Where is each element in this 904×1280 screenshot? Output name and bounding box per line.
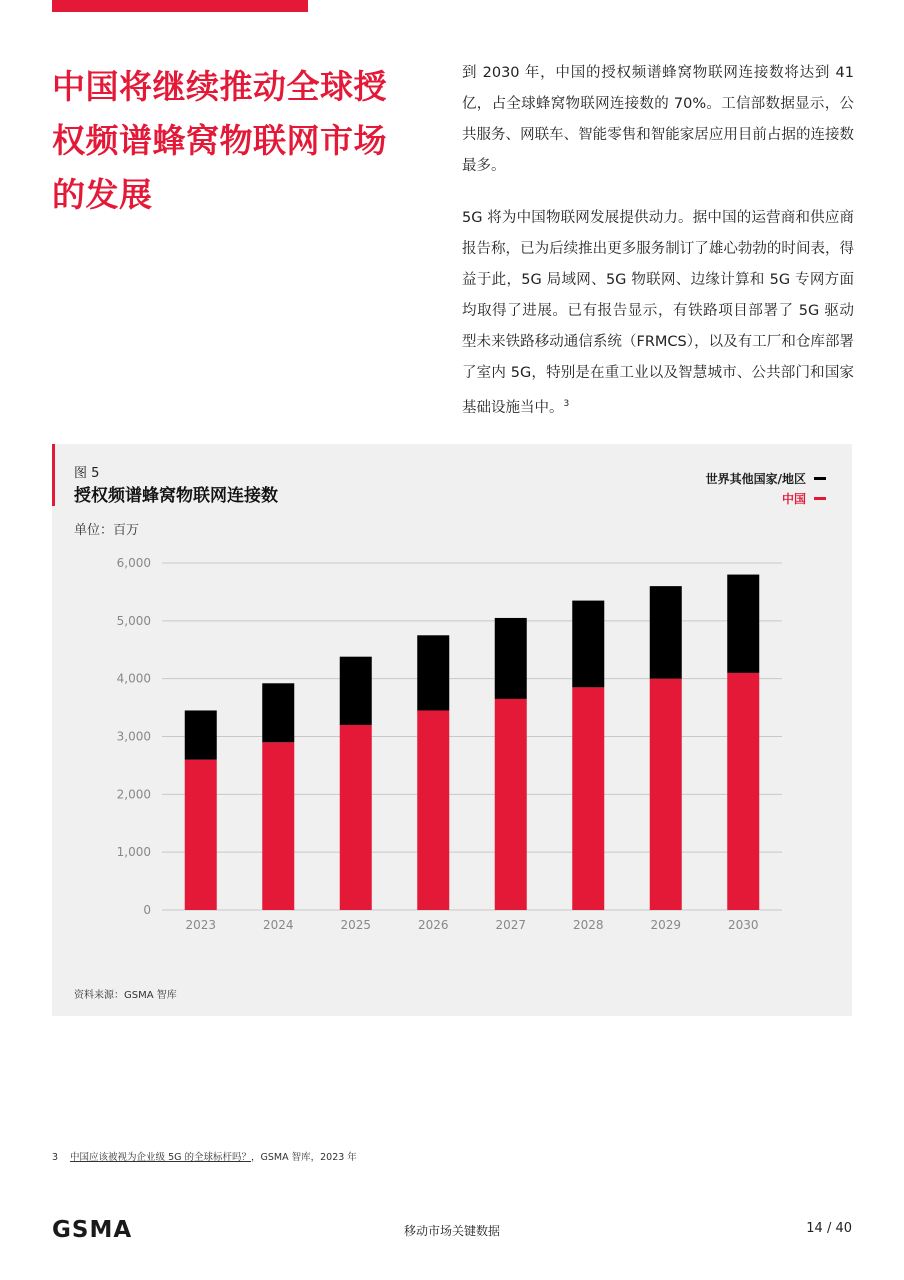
footnote: [52, 1149, 357, 1163]
footnote-ref[interactable]: 3: [563, 399, 570, 409]
y-tick-label: 4,000: [116, 671, 151, 686]
bar-rest-of-world: [185, 710, 217, 759]
footnote-rest: ，GSMA 智库，2023 年: [251, 1152, 357, 1163]
figure-source: 资料来源：GSMA 智库: [74, 990, 177, 1001]
stacked-bar-chart: [52, 444, 852, 984]
bar-china: [262, 742, 294, 910]
bar-china: [650, 679, 682, 910]
x-tick-label: 2028: [572, 918, 604, 932]
bar-china: [727, 673, 759, 910]
bar-china: [572, 687, 604, 910]
legend-label-china: 中国: [781, 491, 806, 506]
x-tick-label: 2029: [650, 918, 682, 932]
figure-unit: 单位：百万: [74, 523, 140, 538]
bar-china: [417, 710, 449, 910]
footnote-number: 3: [52, 1152, 59, 1163]
paragraph-2-text: 5G 将为中国物联网发展提供动力。据中国的运营商和供应商报告称，已为后续推出更多服务制订了雄心勃勃的时间表，得益于此，5G 局域网、5G 物联网、边缘计算和 5G 专网方面均取得了进展。已有报告显示，有铁路项目部署了 5G 驱动型未来铁路移动通信系统（FRMCS），以及有工厂和仓库部署了室内 5G，特别是在重工业以及智慧城市、公共部门和国家基础设施当中。: [462, 210, 854, 416]
paragraph-1: 到 2030 年，中国的授权频谱蜂窝物联网连接数将达到 41 亿，占全球蜂窝物联网连接数的 70%。工信部数据显示，公共服务、网联车、智能零售和智能家居应用目前占据的连接数最多。: [462, 65, 854, 174]
figure-5: [52, 444, 852, 1016]
footnote-link[interactable]: 中国应该被视为企业级 5G 的全球标杆吗？: [70, 1152, 251, 1163]
bar-china: [340, 725, 372, 910]
bar-rest-of-world: [727, 575, 759, 673]
x-tick-label: 2024: [262, 918, 294, 932]
bar-rest-of-world: [417, 635, 449, 710]
x-tick-label: 2025: [340, 918, 372, 932]
bar-rest-of-world: [495, 618, 527, 699]
gsma-logo: GSMA: [52, 1217, 133, 1243]
x-tick-label: 2023: [185, 918, 217, 932]
legend-label-rest-of-world: 世界其他国家/地区: [705, 471, 806, 486]
x-tick-label: 2026: [417, 918, 449, 932]
page-heading: 中国将继续推动全球授权频谱蜂窝物联网市场的发展: [52, 67, 387, 214]
x-tick-label: 2030: [727, 918, 759, 932]
page-number: 14 / 40: [806, 1221, 852, 1236]
bar-rest-of-world: [262, 683, 294, 742]
x-tick-label: 2027: [495, 918, 527, 932]
y-tick-label: 3,000: [116, 729, 151, 744]
bar-china: [185, 760, 217, 910]
paragraph-2: [462, 203, 854, 424]
figure-label: 图 5: [74, 466, 100, 481]
y-tick-label: 6,000: [116, 556, 151, 570]
top-accent-bar: [52, 0, 308, 12]
y-tick-label: 5,000: [116, 613, 151, 628]
bar-rest-of-world: [572, 601, 604, 688]
body-text: [462, 58, 854, 445]
bar-rest-of-world: [650, 586, 682, 679]
y-tick-label: 2,000: [116, 787, 151, 802]
figure-title: 授权频谱蜂窝物联网连接数: [74, 486, 278, 506]
footer-title: 移动市场关键数据: [403, 1224, 500, 1238]
y-tick-label: 0: [143, 903, 151, 917]
bar-rest-of-world: [340, 657, 372, 725]
y-tick-label: 1,000: [116, 845, 151, 860]
bar-china: [495, 699, 527, 910]
